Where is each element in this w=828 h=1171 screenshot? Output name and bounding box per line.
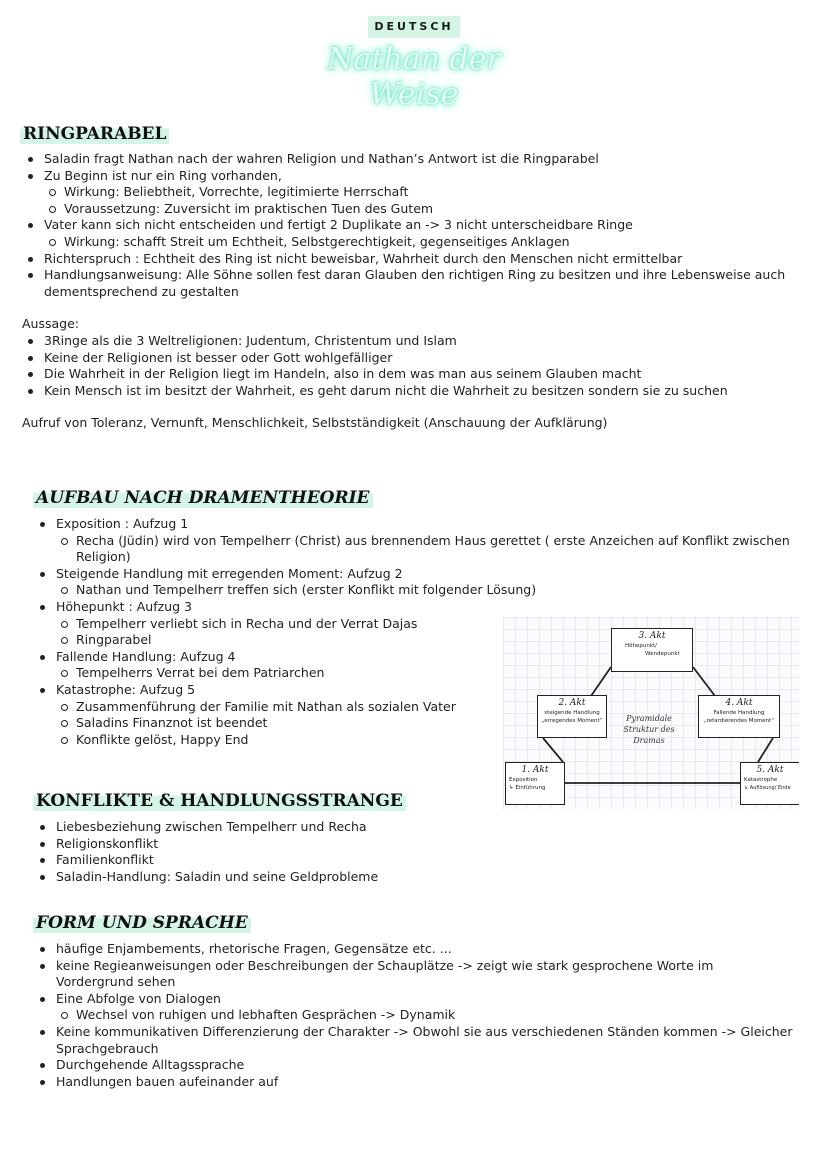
list-item: Durchgehende Alltagssprache [34,1057,794,1074]
line-akt2-akt1 [543,738,563,762]
sub-list-item: Wechsel von ruhigen und lebhaften Gesprächen -> Dynamik [34,1007,794,1024]
form-list [34,941,794,1090]
sub-list-item: Tempelherr verliebt sich in Recha und der Verrat Dajas [34,616,794,633]
akt4-line2: „retardierendes Moment“ [703,718,775,724]
akt2-line1: steigende Handlung [544,710,600,716]
list-item: keine Regieanweisungen oder Beschreibungen der Schauplätze -> zeigt wie stark gesprochene Worte im Vordergrund sehen [34,958,794,991]
sub-list-item: Recha (Jüdin) wird von Tempelherr (Christ) aus brennendem Haus gerettet ( erste Anzeichen auf Konflikt zwischen Religion) [34,533,794,566]
akt5-line1: Katastrophe [744,777,778,783]
list-item: Keine kommunikativen Differenzierung der Charakter -> Obwohl sie aus verschiedenen Ständen kommen -> Gleicher Sprachgebrauch [34,1024,794,1057]
list-item: Familienkonflikt [34,852,534,869]
konflikte-block [34,819,534,885]
akt4-line1: Fallende Handlung [713,710,765,716]
list-item: Liebesbeziehung zwischen Tempelherr und Recha [34,819,534,836]
sub-list-item: Saladins Finanznot ist beendet [34,715,794,732]
list-item: Kein Mensch ist im besitzt der Wahrheit, es geht darum nicht die Wahrheit zu besitzen sondern sie zu suchen [22,383,812,400]
ringparabel-list [22,151,812,300]
list-item: Saladin-Handlung: Saladin und seine Geldprobleme [34,869,534,886]
document-title: Nathan der Weise [327,42,501,112]
section-title-konflikte: KONFLIKTE & HANDLUNGSSTRANGE [33,790,406,812]
pyramid-center-label: Pyramidale Struktur des Dramas [623,714,675,745]
list-item: Religionskonflikt [34,836,534,853]
akt5-box [740,762,799,805]
list-item: Zu Beginn ist nur ein Ring vorhanden, [22,168,812,185]
list-item: Vater kann sich nicht entscheiden und fertigt 2 Duplikate an -> 3 nicht unterscheidbare Ringe [22,217,812,234]
akt5-title: 5. Akt [756,765,784,775]
subject-badge: DEUTSCH [368,16,460,38]
akt1-title: 1. Akt [521,765,549,775]
sub-list-item: Wirkung: Beliebtheit, Vorrechte, legitimierte Herrschaft [22,184,812,201]
aufruf-text: Aufruf von Toleranz, Vernunft, Menschlichkeit, Selbstständigkeit (Anschauung der Aufklärung) [22,415,608,431]
aussage-list [22,333,812,399]
list-item: häufige Enjambements, rhetorische Fragen, Gegensätze etc. ... [34,941,794,958]
akt5-line2: ↳ Auflösung/ Ende [744,785,791,791]
list-item: Steigende Handlung mit erregenden Moment: Aufzug 2 [34,566,794,583]
list-item: Saladin fragt Nathan nach der wahren Religion und Nathan’s Antwort ist die Ringparabel [22,151,812,168]
akt1-box [505,762,565,805]
akt4-box [698,695,780,738]
list-item: Die Wahrheit in der Religion liegt im Handeln, also in dem was man aus seinem Glauben macht [22,366,812,383]
form-block [34,941,794,1090]
list-item: Keine der Religionen ist besser oder Gott wohlgefälliger [22,350,812,367]
aussage-label: Aussage: [22,316,79,332]
list-item: Höhepunkt : Aufzug 3 [34,599,794,616]
sub-list-item: Konflikte gelöst, Happy End [34,732,794,749]
akt2-title: 2. Akt [558,698,586,708]
list-item: Eine Abfolge von Dialogen [34,991,794,1008]
akt3-line1: Höhepunkt/ [625,643,658,649]
akt3-title: 3. Akt [638,631,666,641]
sub-list-item: Ringparabel [34,632,794,649]
list-item: 3Ringe als die 3 Weltreligionen: Judentum, Christentum und Islam [22,333,812,350]
akt2-line2: „erregendes Moment“ [541,718,603,724]
sub-list-item: Voraussetzung: Zuversicht im praktischen Tuen des Gutem [22,201,812,218]
sub-list-item: Tempelherrs Verrat bei dem Patriarchen [34,665,794,682]
ringparabel-block [22,151,812,432]
list-item: Richterspruch : Echtheit des Ring ist nicht beweisbar, Wahrheit durch den Menschen nicht ermittelbar [22,251,812,268]
line-akt3-akt2 [591,667,611,696]
line-akt4-akt5 [758,738,773,762]
akt2-box [537,695,607,738]
sub-list-item: Zusammenführung der Familie mit Nathan als sozialen Vater [34,699,794,716]
line-akt3-akt4 [693,667,715,696]
akt1-line1: Exposition [509,777,538,783]
drama-pyramid-diagram [503,617,799,809]
akt3-line2: Wendepunkt [645,651,680,657]
akt1-line2: ↳ Einführung [509,785,546,791]
list-item: Handlungen bauen aufeinander auf [34,1074,794,1091]
akt3-box [611,628,693,672]
sub-list-item: Wirkung: schafft Streit um Echtheit, Selbstgerechtigkeit, gegenseitiges Anklagen [22,234,812,251]
section-title-form: FORM UND SPRACHE [33,912,251,934]
section-title-aufbau: AUFBAU NACH DRAMENTHEORIE [33,487,373,509]
akt4-title: 4. Akt [725,698,753,708]
list-item: Exposition : Aufzug 1 [34,516,794,533]
section-title-ringparabel: RINGPARABEL [20,123,169,145]
sub-list-item: Nathan und Tempelherr treffen sich (erster Konflikt mit folgender Lösung) [34,582,794,599]
list-item: Fallende Handlung: Aufzug 4 [34,649,794,666]
konflikte-list [34,819,534,885]
list-item: Katastrophe: Aufzug 5 [34,682,794,699]
list-item: Handlungsanweisung: Alle Söhne sollen fest daran Glauben den richtigen Ring zu besitzen und ihre Lebensweise auch dementsprechend zu gestalten [22,267,812,300]
